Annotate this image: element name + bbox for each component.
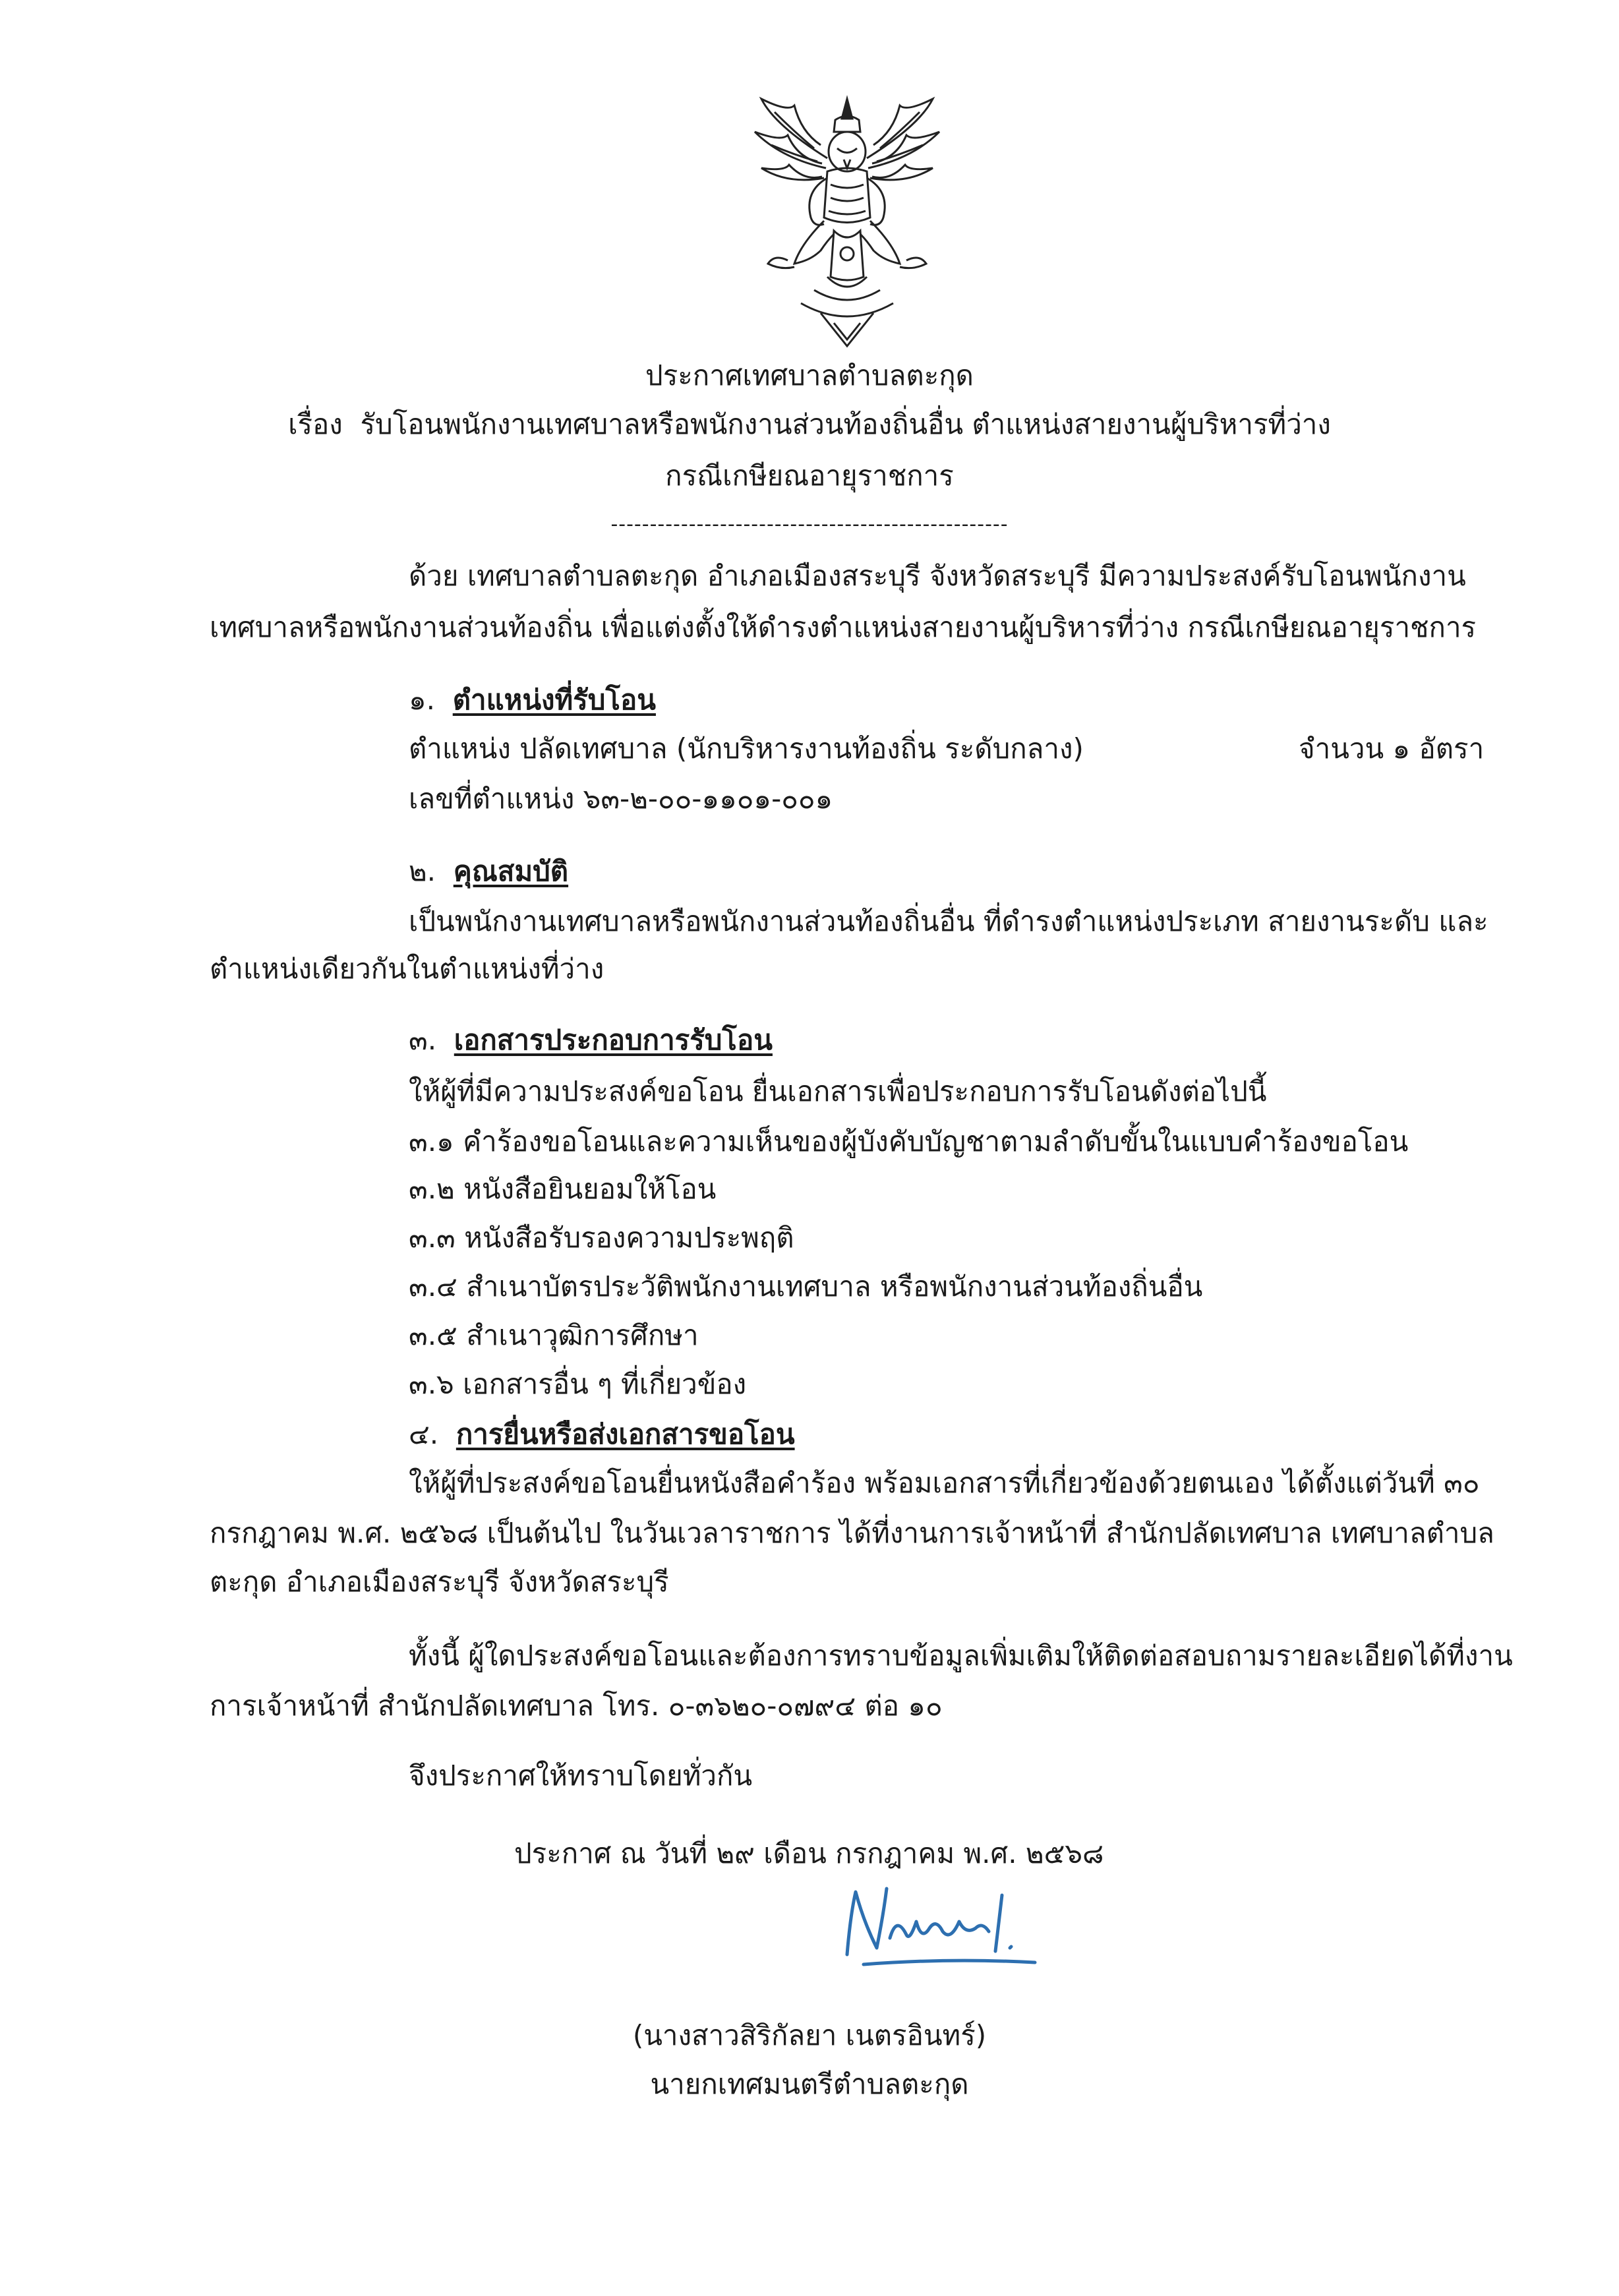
document-item-3: ๓.๓ หนังสือรับรองความประพฤติ [409, 1222, 794, 1254]
document-item-5: ๓.๕ สำเนาวุฒิการศึกษา [409, 1319, 699, 1351]
section-1-position-number: เลขที่ตำแหน่ง ๖๓-๒-๐๐-๑๑๐๑-๐๐๑ [409, 782, 833, 815]
document-item-6: ๓.๖ เอกสารอื่น ๆ ที่เกี่ยวข้อง [409, 1368, 747, 1400]
section-3-title: เอกสารประกอบการรับโอน [454, 1024, 773, 1056]
section-2-title: คุณสมบัติ [453, 855, 569, 887]
section-3-number: ๓. [409, 1024, 437, 1056]
document-item-1: ๓.๑ คำร้องขอโอนและความเห็นของผู้บังคับบัญชาตามลำดับขั้นในแบบคำร้องขอโอน [409, 1125, 1409, 1158]
document-item-4: ๓.๔ สำเนาบัตรประวัติพนักงานเทศบาล หรือพนักงานส่วนท้องถิ่นอื่น [409, 1270, 1203, 1303]
section-2-heading [409, 853, 568, 890]
signer-name: (นางสาวสิริกัลยา เนตรอินทร์) [632, 2019, 987, 2051]
section-1-count: จำนวน ๑ อัตรา [1299, 732, 1485, 765]
closing-line-1: ทั้งนี้ ผู้ใดประสงค์ขอโอนและต้องการทราบข้อมูลเพิ่มเติมให้ติดต่อสอบถามรายละเอียดได้ที่งาน [409, 1639, 1513, 1672]
signer-title: นายกเทศมนตรีตำบลตะกุด [650, 2068, 969, 2100]
section-4-line-3: ตะกุด อำเภอเมืองสระบุรี จังหวัดสระบุรี [210, 1566, 669, 1598]
subject-text: รับโอนพนักงานเทศบาลหรือพนักงานส่วนท้องถิ่นอื่น ตำแหน่งสายงานผู้บริหารที่ว่าง [360, 408, 1331, 440]
section-1-title: ตำแหน่งที่รับโอน [452, 684, 656, 716]
header-divider: --------------------------------------------------- [610, 513, 1009, 536]
section-1-position: ตำแหน่ง ปลัดเทศบาล (นักบริหารงานท้องถิ่น ระดับกลาง) [409, 732, 1084, 765]
section-3-intro: ให้ผู้ที่มีความประสงค์ขอโอน ยื่นเอกสารเพื่อประกอบการรับโอนดังต่อไปนี้ [409, 1075, 1267, 1107]
section-4-heading [409, 1416, 795, 1453]
announcement-date: ประกาศ ณ วันที่ ๒๙ เดือน กรกฎาคม พ.ศ. ๒๕๖๘ [514, 1837, 1104, 1869]
garuda-emblem-icon [748, 86, 946, 356]
section-2-line-2: ตำแหน่งเดียวกันในตำแหน่งที่ว่าง [210, 953, 604, 985]
handwritten-signature [837, 1875, 1055, 1974]
intro-line-2: เทศบาลหรือพนักงานส่วนท้องถิ่น เพื่อแต่งตั้งให้ดำรงตำแหน่งสายงานผู้บริหารที่ว่าง กรณีเกษียณอายุราชการ [210, 611, 1477, 643]
section-4-title: การยื่นหรือส่งเอกสารขอโอน [456, 1418, 795, 1450]
section-2-line-1: เป็นพนักงานเทศบาลหรือพนักงานส่วนท้องถิ่นอื่น ที่ดำรงตำแหน่งประเภท สายงานระดับ และ [409, 905, 1488, 937]
subject-line-1 [0, 406, 1619, 443]
section-4-line-2: กรกฎาคม พ.ศ. ๒๕๖๘ เป็นต้นไป ในวันเวลาราชการ ได้ที่งานการเจ้าหน้าที่ สำนักปลัดเทศบาล เทศบาลตำบล [210, 1517, 1494, 1549]
announcement-org-title: ประกาศเทศบาลตำบลตะกุด [645, 359, 974, 392]
section-4-line-1: ให้ผู้ที่ประสงค์ขอโอนยื่นหนังสือคำร้อง พร้อมเอกสารที่เกี่ยวข้องด้วยตนเอง ได้ตั้งแต่วันที่ ๓๐ [409, 1467, 1480, 1499]
section-2-number: ๒. [409, 855, 436, 887]
section-1-number: ๑. [409, 684, 436, 716]
section-1-heading [409, 682, 656, 719]
document-item-2: ๓.๒ หนังสือยินยอมให้โอน [409, 1173, 717, 1205]
intro-line-1: ด้วย เทศบาลตำบลตะกุด อำเภอเมืองสระบุรี จังหวัดสระบุรี มีความประสงค์รับโอนพนักงาน [409, 560, 1466, 592]
closing-line-2: การเจ้าหน้าที่ สำนักปลัดเทศบาล โทร. ๐-๓๖๒๐-๐๗๙๔ ต่อ ๑๐ [210, 1690, 943, 1722]
section-3-heading [409, 1022, 773, 1059]
subject-label: เรื่อง [288, 408, 343, 440]
announce-line: จึงประกาศให้ทราบโดยทั่วกัน [409, 1759, 753, 1792]
subject-line-2: กรณีเกษียณอายุราชการ [665, 459, 954, 492]
section-4-number: ๔. [409, 1418, 439, 1450]
